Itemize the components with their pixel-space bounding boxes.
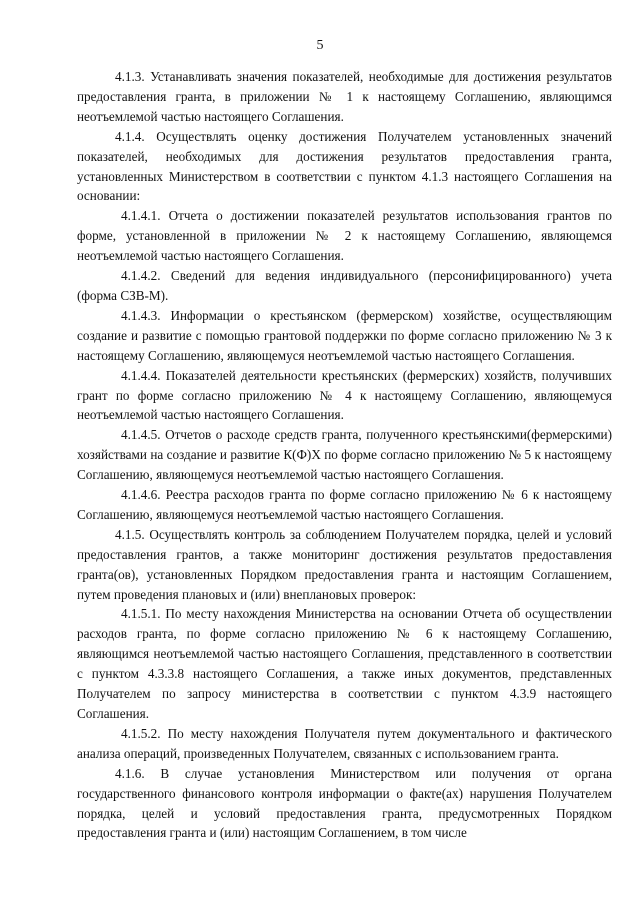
clause-4-1-5-2: 4.1.5.2. По месту нахождения Получателя путем документального и фактического анализа операций, произведенных Получателем, связанных с использованием гранта. [77,725,612,761]
clause-4-1-5: 4.1.5. Осуществлять контроль за соблюдением Получателем порядка, целей и условий предоставления грантов, а также мониторинг достижения результатов предоставления гранта(ов), установленных Порядком предоставления гранта и настоящим Соглашением, путем проведения плановых и (или) внеплановых проверок: [77,526,612,602]
page-number: 5 [316,38,324,53]
clause-4-1-4-2: 4.1.4.2. Сведений для ведения индивидуального (персонифицированного) учета (форма СЗВ-М). [77,268,612,303]
clause-4-1-6: 4.1.6. В случае установления Министерством или получения от органа государственного финансового контроля информации о факте(ах) нарушения Получателем порядка, целей и условий предоставления гранта, предусмотренных Порядком предоставления гранта и (или) настоящим Соглашением, в том числе [77,765,612,841]
clause-4-1-4: 4.1.4. Осуществлять оценку достижения Получателем установленных значений показателей, необходимых для достижения результатов предоставления гранта, установленных Министерством в соответствии с пунктом 4.1.3 настоящего Соглашения на основании: [77,128,612,204]
clause-4-1-4-4: 4.1.4.4. Показателей деятельности крестьянских (фермерских) хозяйств, получивших грант по форме согласно приложению № 4 к настоящему Соглашению, являющемуся неотъемлемой частью настоящего Соглашения. [77,367,612,423]
document-body [77,67,612,843]
clause-4-1-4-1: 4.1.4.1. Отчета о достижении показателей результатов использования грантов по форме, установленной в приложении № 2 к настоящему Соглашению, являющемся неотъемлемой частью настоящего Соглашения. [77,208,612,264]
clause-4-1-4-6: 4.1.4.6. Реестра расходов гранта по форме согласно приложению № 6 к настоящему Соглашению, являющемуся неотъемлемой частью настоящего Соглашения. [77,487,612,522]
clause-4-1-4-3: 4.1.4.3. Информации о крестьянском (фермерском) хозяйстве, осуществляющим создание и развитие с помощью грантовой поддержки по форме согласно приложению № 3 к настоящему Соглашению, являющемуся неотъемлемой частью настоящего Соглашения. [77,307,612,363]
clause-4-1-5-1: 4.1.5.1. По месту нахождения Министерства на основании Отчета об осуществлении расходов гранта, по форме согласно приложению № 6 к настоящему Соглашению, являющимся неотъемлемой частью настоящего Соглашения, представленного в соответствии с пунктом 4.3.3.8 настоящего Соглашения, а также иных документов, представленных Получателем по запросу министерства в соответствии с пунктом 4.3.9 настоящего Соглашения. [77,606,612,721]
clause-4-1-3: 4.1.3. Устанавливать значения показателей, необходимые для достижения результатов предоставления гранта, в приложении № 1 к настоящему Соглашению, являющимся неотъемлемой частью настоящего Соглашения. [77,69,612,124]
clause-4-1-4-5: 4.1.4.5. Отчетов о расходе средств гранта, полученного крестьянскими(фермерскими) хозяйствами на создание и развитие К(Ф)Х по форме согласно приложению № 5 к настоящему Соглашению, являющемуся неотъемлемой частью настоящего Соглашения. [77,427,612,483]
